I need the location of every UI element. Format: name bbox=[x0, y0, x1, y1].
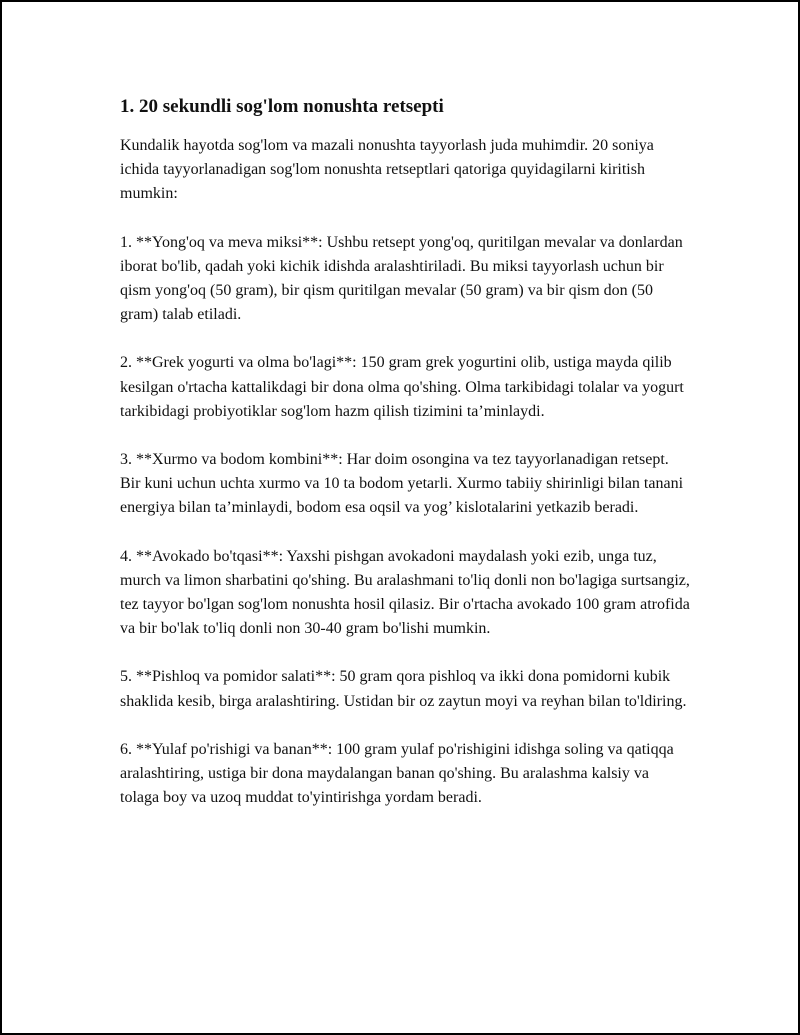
document-title: 1. 20 sekundli sog'lom nonushta retsepti bbox=[120, 96, 444, 117]
recipe-item-4: 4. **Avokado bo'tqasi**: Yaxshi pishgan avokadoni maydalash yoki ezib, unga tuz, murch va limon sharbatini qo'shing. Bu aralashmani to'liq donli non bo'lagiga surtsangiz, tez tayyor bo'lgan sog'lom nonushta hosil qilasiz. Bir o'rtacha avokado 100 gram atrofida va bir bo'lak to'liq donli non 30-40 gram bo'lishi mumkin. bbox=[120, 547, 690, 638]
recipe-item-2: 2. **Grek yogurti va olma bo'lagi**: 150 gram grek yogurtini olib, ustiga mayda qilib kesilgan o'rtacha kattalikdagi bir dona olma qo'shing. Olma tarkibidagi tolalar va yogurt tarkibidagi probiyotiklar sog'lom hazm qilish tizimini ta’minlaydi. bbox=[120, 354, 684, 420]
recipe-item-3: 3. **Xurmo va bodom kombini**: Har doim osongina va tez tayyorlanadigan retsept. Bir kuni uchun uchta xurmo va 10 ta bodom yetarli. Xurmo tabiiy shirinligi bilan tanani energiya bilan ta’minlaydi, bodom esa oqsil va yog’ kislotalarini yetkazib beradi. bbox=[120, 451, 684, 517]
intro-paragraph: Kundalik hayotda sog'lom va mazali nonushta tayyorlash juda muhimdir. 20 soniya ichida tayyorlanadigan sog'lom nonushta retseptlari qatoriga quyidagilarni kiritish mumkin: bbox=[120, 137, 654, 203]
recipe-item-1: 1. **Yong'oq va meva miksi**: Ushbu retsept yong'oq, quritilgan mevalar va donlardan iborat bo'lib, qadah yoki kichik idishda aralashtiriladi. Bu miksi tayyorlash uchun bir qism yong'oq (50 gram), bir qism quritilgan mevalar (50 gram) va bir qism don (50 gram) talab etiladi. bbox=[120, 233, 683, 324]
recipe-item-6: 6. **Yulaf po'rishigi va banan**: 100 gram yulaf po'rishigini idishga soling va qatiqqa aralashtiring, ustiga bir dona maydalangan banan qo'shing. Bu aralashma kalsiy va tolaga boy va uzoq muddat to'yintirishga yordam beradi. bbox=[120, 740, 674, 807]
document-body bbox=[120, 94, 692, 810]
recipe-item-5: 5. **Pishloq va pomidor salati**: 50 gram qora pishloq va ikki dona pomidorni kubik shaklida kesib, birga aralashtiring. Ustidan bir oz zaytun moyi va reyhan bilan to'ldiring. bbox=[120, 668, 687, 710]
